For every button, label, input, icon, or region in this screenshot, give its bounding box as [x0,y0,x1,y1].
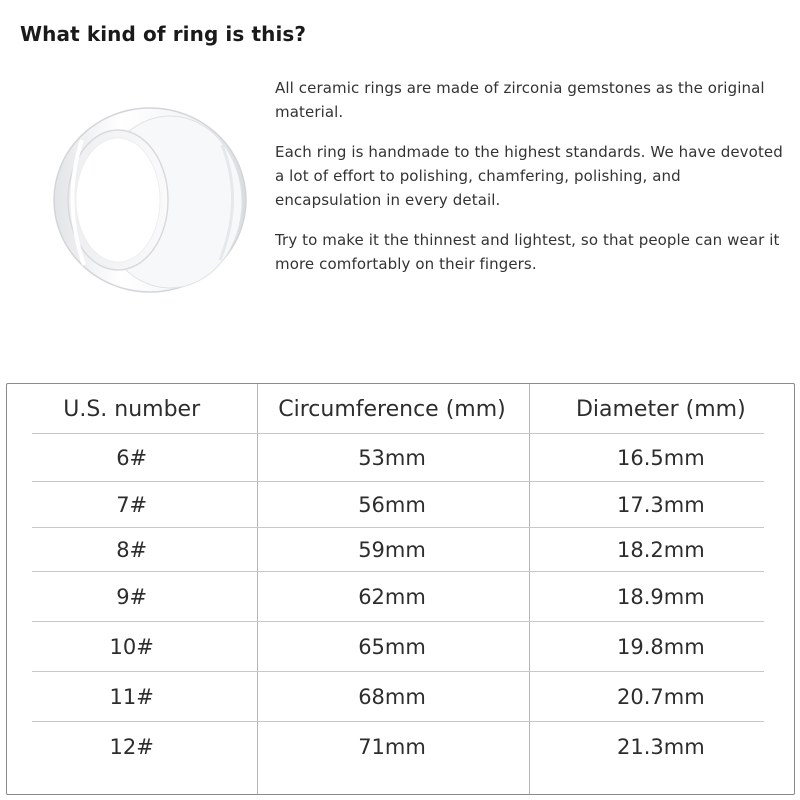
description-paragraph: All ceramic rings are made of zirconia gemstones as the original material. [275,79,765,121]
cell-circumference: 62mm [358,585,426,609]
cell-us-number: 6# [116,446,148,470]
cell-us-number: 11# [109,685,154,709]
description [275,76,785,292]
ring-size-table [6,383,795,795]
description-paragraph: Each ring is handmade to the highest standards. We have devoted a lot of effort to polishing, chamfering, polishing, and encapsulation in every detail. [275,143,783,209]
cell-diameter: 16.5mm [617,446,705,470]
ring-image [22,100,262,340]
cell-diameter: 21.3mm [617,735,705,759]
cell-diameter: 20.7mm [617,685,705,709]
table-row [7,528,794,572]
cell-circumference: 53mm [358,446,426,470]
table-row [7,572,794,622]
table-row [7,672,794,722]
cell-circumference: 59mm [358,538,426,562]
header-circumference: Circumference (mm) [278,396,506,422]
cell-diameter: 18.9mm [617,585,705,609]
cell-us-number: 7# [116,493,148,517]
table-row [7,434,794,482]
table-row [7,482,794,528]
ring-icon [22,100,262,340]
page-title: What kind of ring is this? [20,22,307,46]
cell-diameter: 18.2mm [617,538,705,562]
cell-circumference: 71mm [358,735,426,759]
cell-diameter: 19.8mm [617,635,705,659]
cell-us-number: 10# [109,635,154,659]
cell-circumference: 56mm [358,493,426,517]
cell-diameter: 17.3mm [617,493,705,517]
table-header-row [7,384,794,434]
cell-circumference: 68mm [358,685,426,709]
description-paragraph: Try to make it the thinnest and lightest, so that people can wear it more comfortably on their fingers. [275,231,780,273]
cell-us-number: 9# [116,585,148,609]
cell-circumference: 65mm [358,635,426,659]
cell-us-number: 12# [109,735,154,759]
header-diameter: Diameter (mm) [575,396,746,422]
cell-us-number: 8# [116,538,148,562]
table-row [7,622,794,672]
header-us-number: U.S. number [63,396,201,422]
table-row [7,722,794,772]
